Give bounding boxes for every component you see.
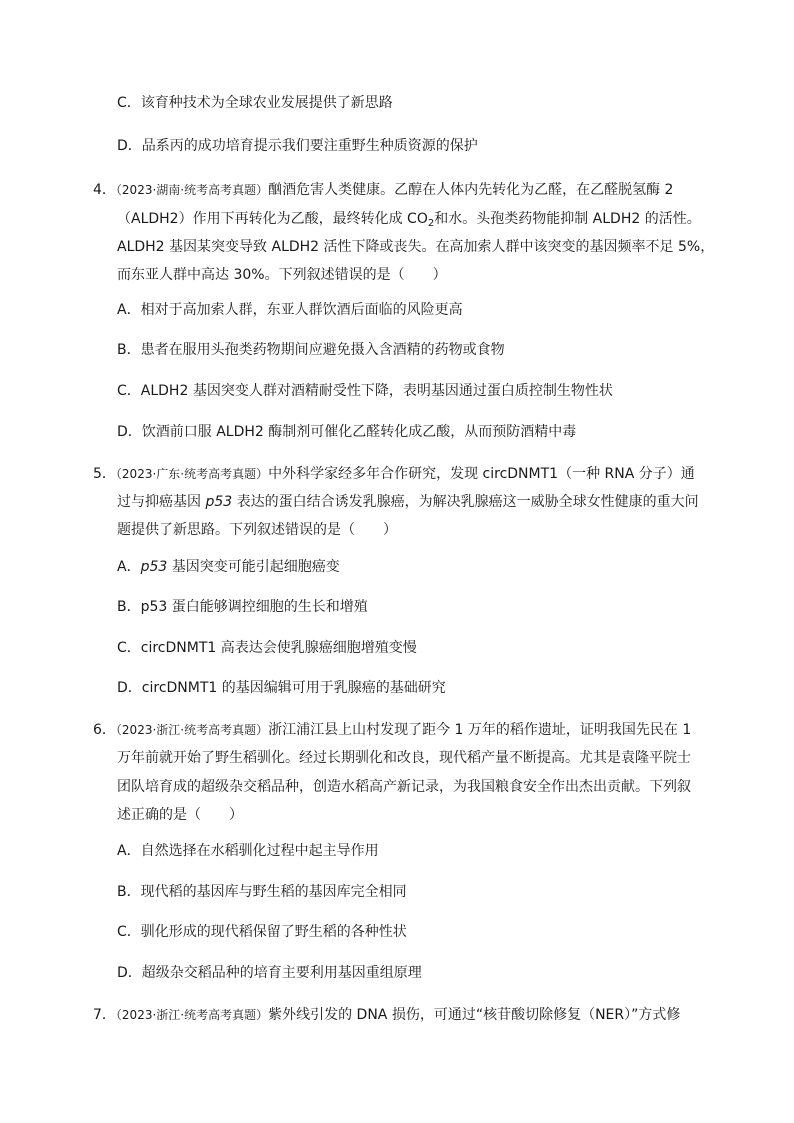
question-number: 7．	[93, 1007, 116, 1023]
question-text-line	[117, 492, 699, 512]
option-b: B．现代稻的基因库与野生稻的基因库完全相同	[117, 884, 407, 900]
question-text: 酗酒危害人类健康。乙醇在人体内先转化为乙醛，在乙醛脱氢酶 2	[268, 182, 674, 198]
question-source: （2023·浙江·统考高考真题）	[115, 723, 269, 737]
subscript: 2	[427, 218, 435, 229]
text-segment: （ALDH2）作用下再转化为乙酸，最终转化成 CO	[117, 211, 428, 227]
question-text-line: 而东亚人群中高达 30%。下列叙述错误的是（ ）	[117, 267, 447, 283]
option-a	[117, 557, 340, 577]
option-a: A．自然选择在水稻驯化过程中起主导作用	[117, 843, 379, 859]
question-number: 4．	[93, 182, 116, 198]
option-c: C．该育种技术为全球农业发展提供了新思路	[117, 95, 393, 111]
question-5-line	[93, 464, 695, 484]
gene-name: p53	[205, 494, 233, 510]
question-4-line	[93, 180, 673, 200]
text-segment: 过与抑癌基因	[117, 494, 206, 510]
question-number: 5．	[93, 466, 116, 482]
question-text-line: 述正确的是（ ）	[117, 807, 243, 823]
option-d: D．饮酒前口服 ALDH2 酶制剂可催化乙醛转化成乙酸，从而预防酒精中毒	[117, 424, 577, 440]
option-a: A．相对于高加索人群，东亚人群饮酒后面临的风险更高	[117, 302, 463, 318]
question-text-line	[117, 209, 701, 234]
option-b: B．p53 蛋白能够调控细胞的生长和增殖	[117, 599, 368, 615]
option-label: A．	[117, 559, 141, 575]
question-text-line: 团队培育成的超级杂交稻品种，创造水稻高产新记录，为我国粮食安全作出杰出贡献。下列叙	[117, 779, 691, 795]
text-segment: 和水。头孢类药物能抑制 ALDH2 的活性。	[434, 211, 701, 227]
question-text: 浙江浦江县上山村发现了距今 1 万年的稻作遗址，证明我国先民在 1	[268, 722, 692, 738]
question-source: （2023·广东·统考高考真题）	[115, 467, 269, 481]
question-7-line	[93, 1005, 680, 1025]
text-segment: 表达的蛋白结合诱发乳腺癌，为解决乳腺癌这一威胁全球女性健康的重大问	[232, 494, 699, 510]
option-c: C．驯化形成的现代稻保留了野生稻的各种性状	[117, 924, 407, 940]
option-d: D．circDNMT1 的基因编辑可用于乳腺癌的基础研究	[117, 680, 446, 696]
question-text-line: ALDH2 基因某突变导致 ALDH2 活性下降或丧失。在高加索人群中该突变的基因频率不足 5%，	[117, 239, 715, 255]
question-source: （2023·浙江·统考高考真题）	[115, 1008, 269, 1022]
question-number: 6．	[93, 722, 116, 738]
question-text: 紫外线引发的 DNA 损伤，可通过“核苷酸切除修复（NER）”方式修	[268, 1007, 681, 1023]
option-b: B．患者在服用头孢类药物期间应避免摄入含酒精的药物或食物	[117, 342, 505, 358]
option-d: D．超级杂交稻品种的培育主要利用基因重组原理	[117, 965, 422, 981]
option-c: C．ALDH2 基因突变人群对酒精耐受性下降，表明基因通过蛋白质控制生物性状	[117, 383, 613, 399]
question-6-line	[93, 720, 691, 740]
option-c: C．circDNMT1 高表达会使乳腺癌细胞增殖变慢	[117, 640, 417, 656]
question-text-line: 万年前就开始了野生稻驯化。经过长期驯化和改良，现代稻产量不断提高。尤其是袁隆平院士	[117, 750, 691, 766]
question-source: （2023·湖南·统考高考真题）	[115, 183, 269, 197]
option-text: 基因突变可能引起细胞癌变	[167, 559, 340, 575]
question-text: 中外科学家经多年合作研究，发现 circDNMT1（一种 RNA 分子）通	[268, 466, 695, 482]
option-d: D．品系丙的成功培育提示我们要注重野生种质资源的保护	[117, 138, 478, 154]
question-text-line: 题提供了新思路。下列叙述错误的是（ ）	[117, 522, 397, 538]
gene-name: p53	[140, 559, 168, 575]
